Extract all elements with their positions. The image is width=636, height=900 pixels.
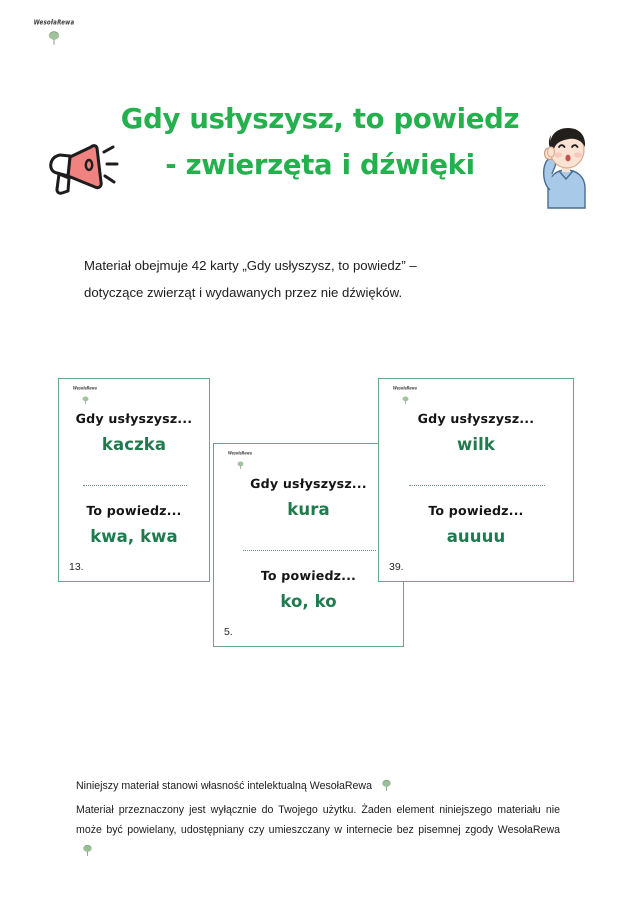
card-answer-sound: auuuu — [446, 527, 506, 546]
megaphone-icon — [44, 138, 122, 205]
card-answer-sound: kwa, kwa — [90, 527, 178, 546]
card-brand-wordmark: WesołaRewa — [73, 385, 97, 391]
leaf-icon — [46, 29, 62, 51]
card-divider — [243, 550, 376, 551]
card-brand-watermark — [68, 386, 102, 404]
card-prompt-top: Gdy usłyszysz... — [75, 411, 193, 426]
card-prompt-top: Gdy usłyszysz... — [417, 411, 535, 426]
leaf-icon — [81, 843, 94, 865]
card-prompt-bottom: To powiedz... — [428, 503, 524, 518]
brand-wordmark: WesołaRewa — [33, 19, 75, 27]
footer-line-2 — [76, 800, 560, 865]
footer-line-1-text: Niniejszy materiał stanowi własność intelektualną WesołaRewa — [76, 780, 372, 792]
listening-boy-icon — [524, 118, 606, 215]
copyright-footer — [76, 776, 560, 864]
leaf-icon — [81, 392, 90, 410]
card-number: 13. — [69, 561, 84, 573]
card-answer-animal: kaczka — [101, 435, 167, 454]
footer-line-1 — [76, 776, 560, 800]
card-brand-watermark — [388, 386, 422, 404]
card-number: 39. — [389, 561, 404, 573]
card-answer-animal: wilk — [457, 435, 495, 454]
intro-line-2: dotyczące zwierząt i wydawanych przez nie dźwięków. — [84, 285, 403, 300]
intro-line-1: Materiał obejmuje 42 karty „Gdy usłyszysz, to powiedz” – — [84, 258, 417, 273]
card-number: 5. — [224, 626, 233, 638]
leaf-icon — [401, 392, 410, 410]
footer-line-2-text: Materiał przeznaczony jest wyłącznie do Twojego użytku. Żaden element niniejszego materiału nie może być powielany, udostępniany czy umieszczany w internecie bez pisemnej zgody WesołaRewa — [76, 803, 560, 836]
card-divider — [409, 485, 545, 486]
page-title-line-1: Gdy usłyszysz, to powiedz — [120, 103, 520, 135]
preview-card-kaczka[interactable] — [58, 378, 210, 582]
brand-watermark — [24, 20, 84, 54]
card-prompt-bottom: To powiedz... — [86, 503, 182, 518]
leaf-icon — [380, 778, 393, 800]
page-title — [108, 96, 532, 188]
card-prompt-bottom: To powiedz... — [260, 568, 357, 583]
intro-paragraph — [84, 252, 556, 306]
page-title-line-2: - zwierzęta i dźwięki — [165, 149, 475, 181]
card-brand-watermark — [223, 451, 257, 469]
preview-card-kura[interactable] — [213, 443, 404, 647]
card-answer-sound: ko, ko — [280, 592, 337, 611]
card-divider — [83, 485, 187, 486]
leaf-icon — [236, 457, 245, 475]
card-answer-animal: kura — [287, 500, 330, 519]
preview-card-wilk[interactable] — [378, 378, 574, 582]
card-prompt-top: Gdy usłyszysz... — [249, 476, 368, 491]
card-brand-wordmark: WesołaRewa — [393, 385, 417, 391]
card-brand-wordmark: WesołaRewa — [228, 450, 252, 456]
